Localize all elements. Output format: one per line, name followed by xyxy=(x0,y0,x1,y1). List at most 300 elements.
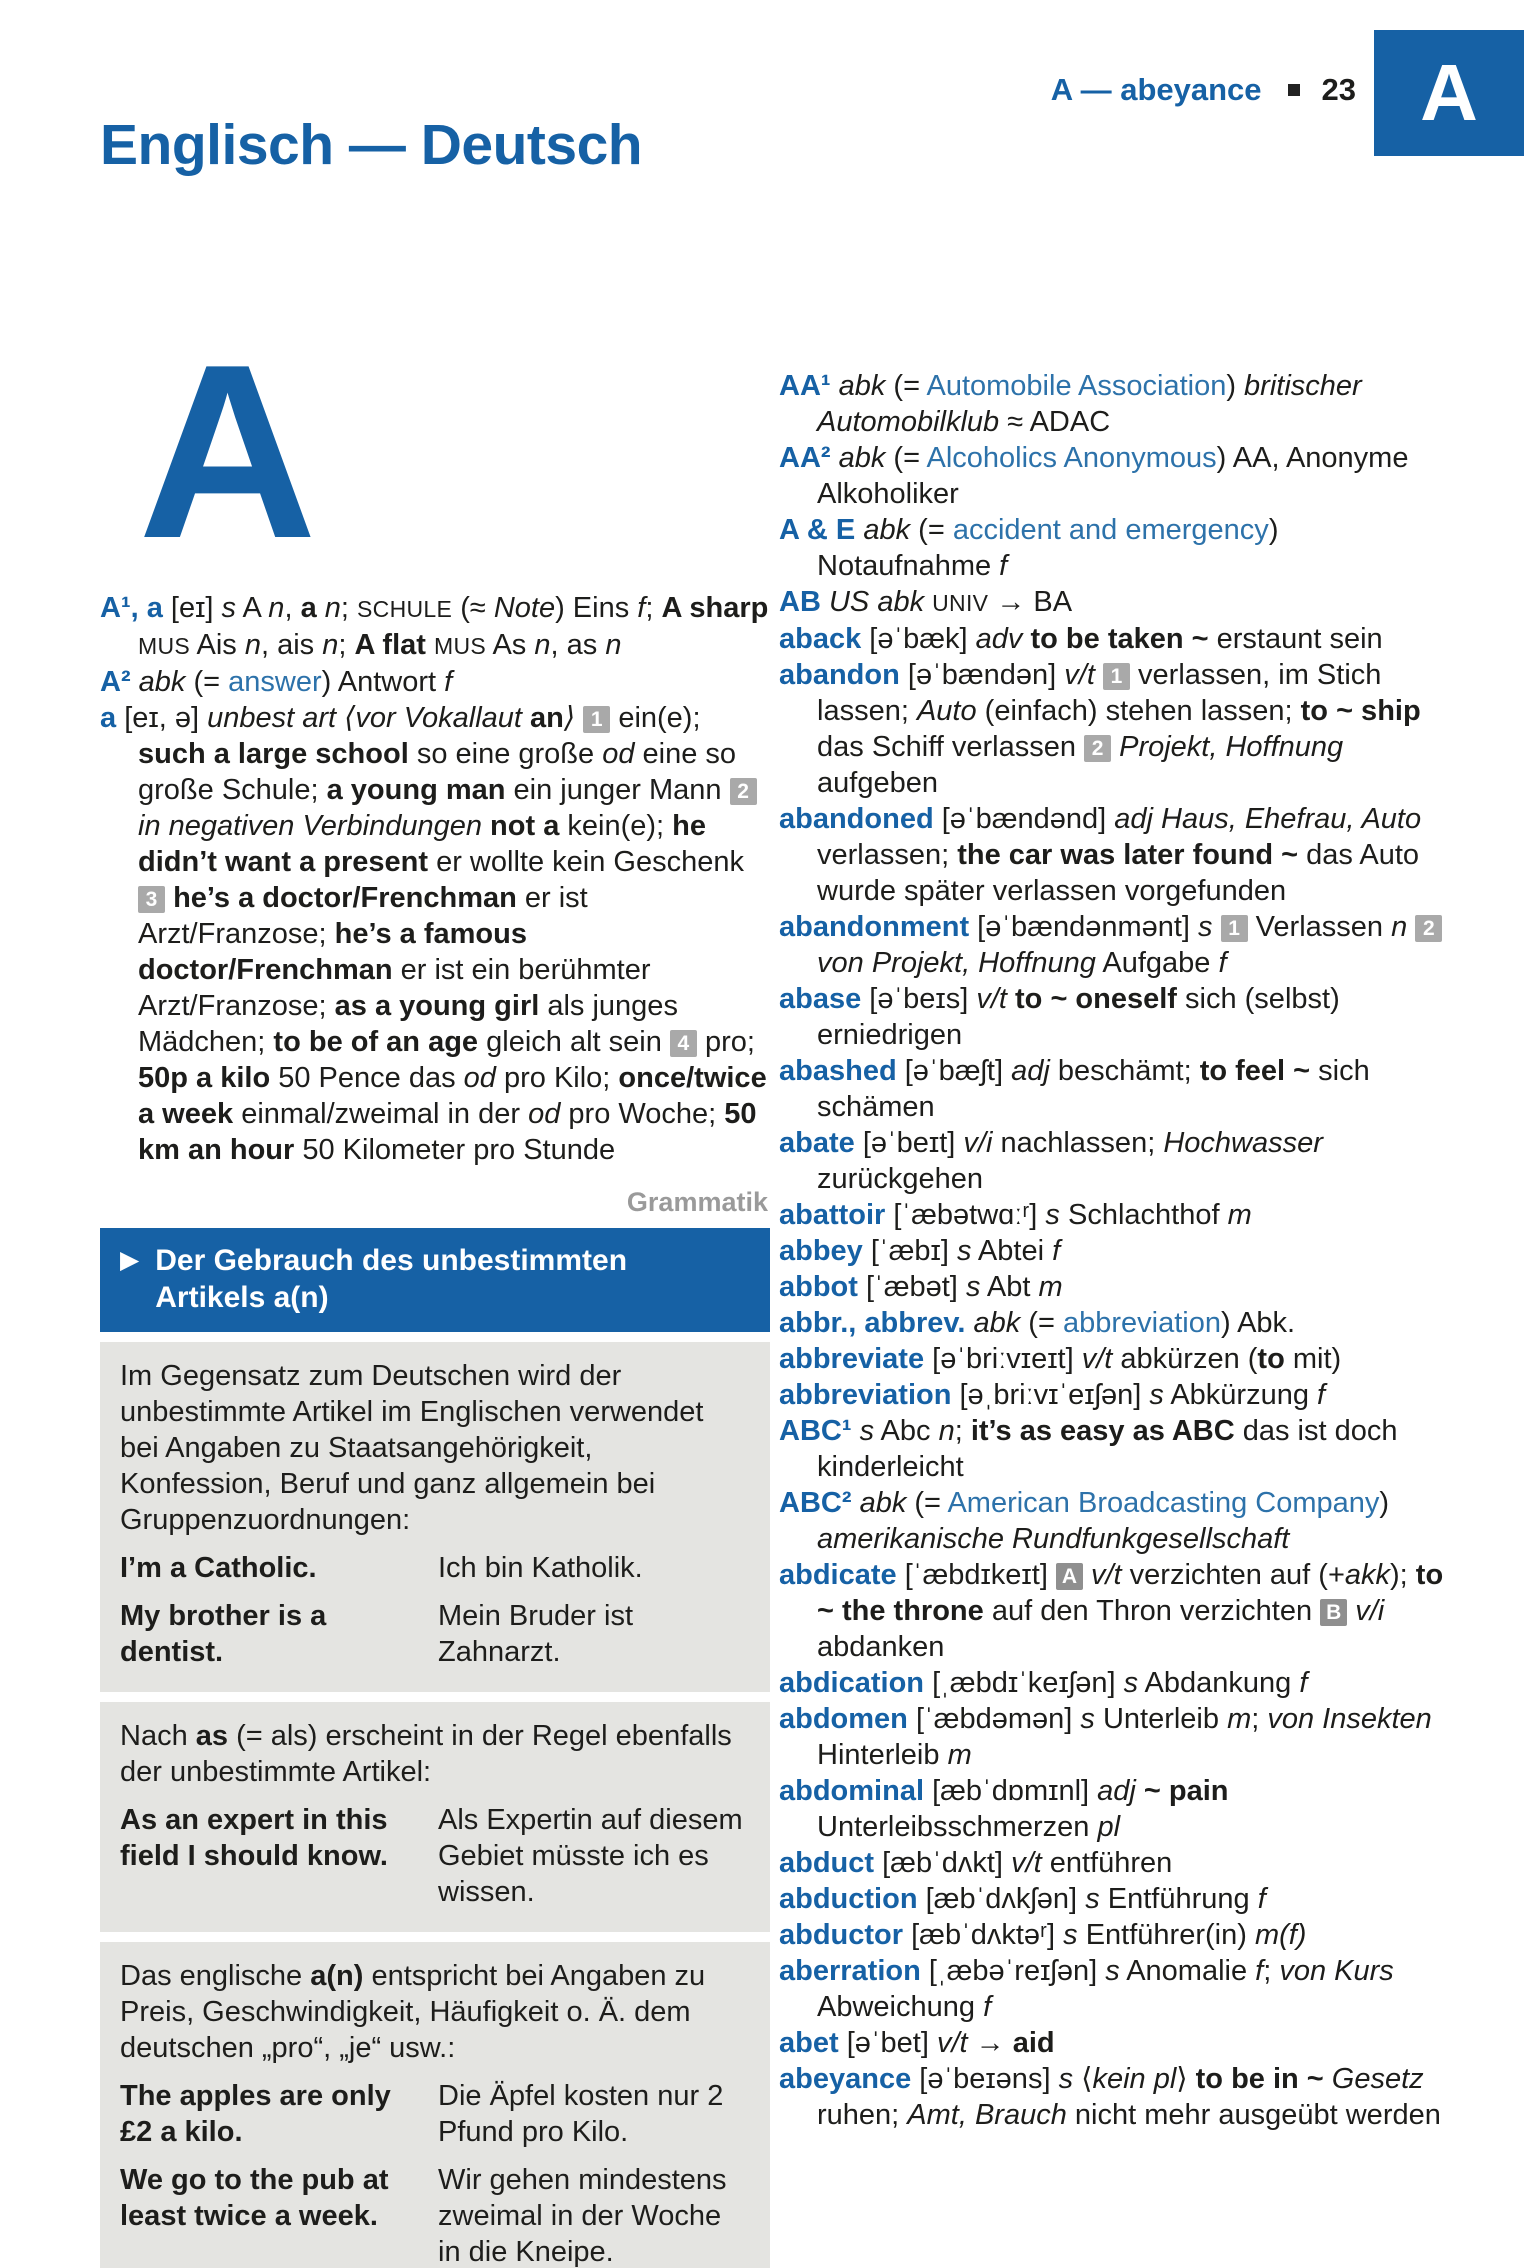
bold-phrase: ~ pain xyxy=(1143,1775,1229,1807)
text: A xyxy=(236,592,269,624)
text: abkürzen ( xyxy=(1112,1343,1258,1375)
text: [æbˈdɒmɪnl] xyxy=(924,1775,1098,1807)
text: Abkürzung xyxy=(1163,1379,1318,1411)
example-row xyxy=(120,2162,750,2268)
italic-text: v/t xyxy=(976,983,1007,1015)
italic-text: n xyxy=(938,1415,955,1447)
text: er ist ein berühmter Arzt/Franzose; xyxy=(138,954,651,1022)
italic-text: v/t xyxy=(1081,1343,1113,1375)
dictionary-entry xyxy=(779,909,1453,981)
dictionary-entry xyxy=(779,801,1453,909)
text: [ˈæbɪ] xyxy=(862,1235,957,1267)
headword: abeyance xyxy=(779,2063,912,2095)
text: auf den Thron verzichten xyxy=(983,1595,1321,1627)
text xyxy=(1153,803,1161,835)
dictionary-entry xyxy=(779,657,1453,801)
cross-reference: answer xyxy=(228,666,322,698)
text: abdanken xyxy=(817,1631,945,1663)
headword: A¹, a xyxy=(100,592,163,624)
text: nachlassen; xyxy=(992,1127,1164,1159)
italic-text: v/t xyxy=(1091,1559,1122,1591)
sense-number: 1 xyxy=(583,706,610,733)
dictionary-entry xyxy=(779,1377,1453,1413)
text: ; xyxy=(338,629,355,661)
left-entries xyxy=(100,590,770,1168)
italic-text: m xyxy=(1038,1271,1063,1303)
headword: abbey xyxy=(779,1235,863,1267)
text: [əˈbændənmənt] xyxy=(969,911,1199,943)
headword: abdicate xyxy=(779,1559,897,1591)
text: pro Woche; xyxy=(560,1098,725,1130)
text: so eine große xyxy=(408,738,603,770)
text: ) Notaufnahme xyxy=(817,514,1279,582)
italic-text: akk xyxy=(1344,1559,1391,1591)
text: (= xyxy=(1020,1307,1063,1339)
smallcaps-label: UNIV xyxy=(932,590,989,616)
text: verlassen, im Stich lassen; xyxy=(817,659,1382,727)
text: einmal/zweimal in der xyxy=(233,1098,529,1130)
text: [eɪ, ə] xyxy=(116,702,208,734)
text: [əˈbæʃt] xyxy=(896,1055,1012,1087)
text: [əˈbeɪt] xyxy=(854,1127,964,1159)
headword: abbot xyxy=(779,1271,858,1303)
italic-text: f xyxy=(637,592,646,624)
headword: abandoned xyxy=(779,803,934,835)
text xyxy=(1324,2063,1332,2095)
bold-phrase: to be taken ~ xyxy=(1030,623,1209,655)
italic-text: f xyxy=(999,550,1008,582)
grammar-section xyxy=(100,1702,770,1932)
headword: abdominal xyxy=(779,1775,925,1807)
dictionary-entry xyxy=(779,1125,1453,1197)
triangle-icon: ▶ xyxy=(120,1246,140,1274)
headword: AA² xyxy=(779,442,831,474)
italic-text: britischer Automobilklub xyxy=(817,370,1362,438)
text xyxy=(482,810,490,842)
italic-text: v/t xyxy=(1011,1847,1042,1879)
text: Abweichung xyxy=(817,1991,984,2023)
italic-text: m xyxy=(947,1739,972,1771)
italic-text: f xyxy=(1317,1379,1326,1411)
sense-number: 1 xyxy=(1221,915,1248,942)
text: [əˌbriːvɪˈeɪʃən] xyxy=(951,1379,1150,1411)
italic-text: m xyxy=(1227,1703,1252,1735)
italic-text: n xyxy=(244,629,261,661)
italic-text: abk xyxy=(973,1307,1021,1339)
text xyxy=(1083,1559,1091,1591)
text: [ˌæbəˈreɪʃən] xyxy=(920,1955,1106,1987)
text: sich schämen xyxy=(817,1055,1370,1123)
grammar-section xyxy=(100,1342,770,1692)
italic-text: s xyxy=(1045,1199,1060,1231)
headword: abandonment xyxy=(779,911,970,943)
page-title: Englisch — Deutsch xyxy=(100,113,643,177)
dictionary-entry xyxy=(779,1305,1453,1341)
headword: abase xyxy=(779,983,862,1015)
example-row xyxy=(120,1550,750,1586)
text: verlassen; xyxy=(817,839,958,871)
bold-phrase: a(n) xyxy=(310,1960,364,1992)
text: Abdankung xyxy=(1138,1667,1300,1699)
dictionary-entry xyxy=(779,1269,1453,1305)
dictionary-entry xyxy=(779,1773,1453,1845)
text: (= xyxy=(910,514,953,546)
headword: abduction xyxy=(779,1883,918,1915)
bold-phrase: to ~ oneself xyxy=(1015,983,1177,1015)
text: ; xyxy=(645,592,662,624)
example-english: The apples are only £2 a kilo. xyxy=(120,2080,391,2148)
bold-phrase: as xyxy=(195,1720,229,1752)
italic-text: adj xyxy=(1097,1775,1136,1807)
text: Abtei xyxy=(971,1235,1053,1267)
text: [ˈæbət] xyxy=(857,1271,966,1303)
italic-text: von Projekt, Hoffnung xyxy=(817,947,1096,979)
smallcaps-label: SCHULE xyxy=(357,596,453,622)
section-letter-glyph: A xyxy=(138,312,318,590)
text: ; xyxy=(1263,1955,1280,1987)
headword: AA¹ xyxy=(779,370,831,402)
text: mit) xyxy=(1284,1343,1342,1375)
bold-phrase: 50 km an hour xyxy=(138,1098,757,1166)
example-german: Ich bin Katholik. xyxy=(438,1552,643,1584)
bold-phrase: to ~ ship xyxy=(1300,695,1421,727)
bold-phrase: he didn’t want a present xyxy=(138,810,706,878)
bold-phrase: to xyxy=(1257,1343,1285,1375)
bold-phrase: once/twice a week xyxy=(138,1062,767,1130)
text: Das englische xyxy=(120,1960,311,1992)
sense-number: 4 xyxy=(670,1030,697,1057)
text: (= als) erscheint in der Regel ebenfalls der unbestimmte Artikel: xyxy=(120,1720,732,1788)
text xyxy=(131,666,139,698)
bold-phrase: as a young girl xyxy=(334,990,540,1022)
example-english: As an expert in this field I should know. xyxy=(120,1804,388,1872)
text: → BA xyxy=(988,586,1073,618)
text xyxy=(1136,1775,1144,1807)
headword: abattoir xyxy=(779,1199,886,1231)
cross-reference: American Broadcasting Company xyxy=(947,1487,1380,1519)
text: Entführer(in) xyxy=(1077,1919,1255,1951)
grammar-box-header xyxy=(100,1228,770,1332)
cross-reference: Alcoholics Anonymous xyxy=(926,442,1217,474)
headword: abbreviation xyxy=(779,1379,952,1411)
text: ; xyxy=(954,1415,971,1447)
text: er wollte kein Geschenk xyxy=(428,846,744,878)
text: [əˈbeɪəns] xyxy=(911,2063,1059,2095)
bold-phrase: aid xyxy=(1012,2027,1055,2059)
text: Unterleib xyxy=(1094,1703,1228,1735)
bold-phrase: he’s a doctor/Frenchman xyxy=(173,882,517,914)
text: beschämt; xyxy=(1049,1055,1200,1087)
headword: abductor xyxy=(779,1919,904,1951)
bold-phrase: a xyxy=(300,592,317,624)
text: Verlassen xyxy=(1247,911,1392,943)
text: sich (selbst) erniedrigen xyxy=(817,983,1340,1051)
example-german: Mein Bruder ist Zahnarzt. xyxy=(438,1600,634,1668)
example-german: Als Expertin auf diesem Gebiet müsste ich es wissen. xyxy=(438,1804,743,1908)
dictionary-entry xyxy=(779,1953,1453,2025)
text xyxy=(1007,983,1015,1015)
italic-text: n xyxy=(534,629,551,661)
text: entspricht bei Angaben zu Preis, Geschwindigkeit, Häufigkeit o. Ä. dem deutschen „pro“, „je“ usw.: xyxy=(120,1960,706,2064)
text: das ist doch kinderleicht xyxy=(817,1415,1398,1483)
text: Abt xyxy=(980,1271,1039,1303)
text xyxy=(1407,911,1415,943)
headword: aback xyxy=(779,623,862,655)
text xyxy=(1213,911,1221,943)
dictionary-entry xyxy=(779,2025,1453,2061)
italic-text: abk xyxy=(838,442,886,474)
dictionary-entry xyxy=(779,1557,1453,1665)
sense-number: 1 xyxy=(1103,663,1130,690)
sense-letter: B xyxy=(1320,1599,1347,1626)
text: ) xyxy=(1379,1487,1390,1519)
text: [ˈæbətwɑːʳ] xyxy=(885,1199,1046,1231)
headword: abdication xyxy=(779,1667,925,1699)
text: aufgeben xyxy=(817,767,938,799)
dictionary-entry xyxy=(779,1881,1453,1917)
text: [æbˈdʌktəʳ] xyxy=(903,1919,1064,1951)
smallcaps-label: MUS xyxy=(433,633,486,659)
headword: abduct xyxy=(779,1847,875,1879)
text: Anomalie xyxy=(1119,1955,1256,1987)
bold-phrase: an xyxy=(530,702,564,734)
italic-text: od xyxy=(463,1062,496,1094)
sense-number: 3 xyxy=(138,886,165,913)
text: (einfach) stehen lassen; xyxy=(976,695,1301,727)
text: ) Antwort xyxy=(321,666,445,698)
text: Entführung xyxy=(1099,1883,1258,1915)
text xyxy=(426,629,434,661)
italic-text: od xyxy=(602,738,635,770)
dictionary-entry xyxy=(779,1341,1453,1377)
text: Ais xyxy=(190,629,245,661)
text: zurückgehen xyxy=(817,1163,984,1195)
left-column xyxy=(100,312,770,2268)
text: ) AA, Anonyme Alkoholiker xyxy=(817,442,1409,510)
italic-text: abk xyxy=(838,370,886,402)
headword: abet xyxy=(779,2027,839,2059)
headword: abandon xyxy=(779,659,900,691)
bold-phrase: he’s a famous doctor/Frenchman xyxy=(138,918,527,986)
italic-text: von Insekten xyxy=(1267,1703,1432,1735)
text: entführen xyxy=(1041,1847,1173,1879)
italic-text: pl xyxy=(1097,1811,1121,1843)
text: [æbˈdʌkt] xyxy=(874,1847,1012,1879)
bold-phrase: not a xyxy=(490,810,560,842)
right-column xyxy=(779,368,1453,2133)
text xyxy=(317,592,325,624)
text: [eɪ] xyxy=(162,592,222,624)
bold-phrase: to be in ~ xyxy=(1195,2063,1324,2095)
text xyxy=(1347,1595,1355,1627)
italic-text: s xyxy=(859,1415,875,1447)
dictionary-entry xyxy=(779,1197,1453,1233)
example-row xyxy=(120,2078,750,2150)
text: das Auto wurde später verlassen vorgefunden xyxy=(817,839,1420,907)
italic-text: adv xyxy=(975,623,1023,655)
text: das Schiff verlassen xyxy=(817,731,1085,763)
section-letter xyxy=(100,312,770,590)
running-head xyxy=(0,72,1356,108)
text: , xyxy=(284,592,301,624)
headword: abdomen xyxy=(779,1703,908,1735)
dictionary-entry xyxy=(779,1917,1453,1953)
text: [əˈbet] xyxy=(838,2027,937,2059)
text: Abc xyxy=(874,1415,939,1447)
italic-text: f xyxy=(983,1991,992,2023)
text: ⟩ xyxy=(1176,2063,1196,2095)
italic-text: m(f) xyxy=(1254,1919,1307,1951)
text: Nach xyxy=(120,1720,196,1752)
text: [ˌæbdɪˈkeɪʃən] xyxy=(924,1667,1124,1699)
italic-text: f xyxy=(1257,1883,1266,1915)
bold-phrase: 50p a kilo xyxy=(138,1062,271,1094)
text: erstaunt sein xyxy=(1208,623,1383,655)
sense-number: 2 xyxy=(1084,735,1111,762)
italic-text: n xyxy=(324,592,341,624)
italic-text: adj xyxy=(1114,803,1153,835)
text xyxy=(1095,659,1103,691)
bold-phrase: it’s as easy as ABC xyxy=(970,1415,1235,1447)
italic-text: v/t xyxy=(1064,659,1095,691)
text: verzichten auf (+ xyxy=(1121,1559,1345,1591)
cross-reference: abbreviation xyxy=(1062,1307,1221,1339)
italic-text: s xyxy=(1058,2063,1074,2095)
text xyxy=(1111,731,1119,763)
italic-text: n xyxy=(322,629,339,661)
italic-text: Gesetz xyxy=(1331,2063,1424,2095)
example-english: My brother is a dentist. xyxy=(120,1600,327,1668)
italic-text: US xyxy=(828,586,870,618)
italic-text: od xyxy=(528,1098,561,1130)
text: Hinterleib xyxy=(817,1739,948,1771)
dictionary-entry xyxy=(779,621,1453,657)
text: [əˈbeɪs] xyxy=(861,983,977,1015)
section-tab xyxy=(1374,30,1524,156)
example-english: I’m a Catholic. xyxy=(120,1552,317,1584)
example-german: Die Äpfel kosten nur 2 Pfund pro Kilo. xyxy=(438,2080,724,2148)
dictionary-entry xyxy=(779,584,1453,621)
dictionary-entry xyxy=(779,981,1453,1053)
grammar-section-text xyxy=(120,1958,750,2066)
italic-text: v/i xyxy=(963,1127,993,1159)
example-row xyxy=(120,1802,750,1910)
italic-text: s xyxy=(1123,1667,1139,1699)
text: As xyxy=(486,629,535,661)
headword: ABC² xyxy=(779,1487,852,1519)
italic-text: s xyxy=(1149,1379,1164,1411)
text: 50 Pence das xyxy=(270,1062,464,1094)
bullet-square-icon xyxy=(1288,84,1300,96)
headword: ABC¹ xyxy=(779,1415,852,1447)
italic-text: s xyxy=(221,592,237,624)
italic-text: s xyxy=(965,1271,981,1303)
text: ; xyxy=(1251,1703,1268,1735)
text: gleich alt sein xyxy=(478,1026,670,1058)
text: (= xyxy=(885,370,927,402)
cross-reference: accident and emergency xyxy=(952,514,1269,546)
example-english: We go to the pub at least twice a week. xyxy=(120,2164,389,2232)
italic-text: f xyxy=(1052,1235,1061,1267)
text: [əˈbæk] xyxy=(861,623,976,655)
grammar-section-text xyxy=(120,1718,750,1790)
dictionary-entry xyxy=(779,1665,1453,1701)
text: (= xyxy=(185,666,229,698)
section-tab-letter: A xyxy=(1420,48,1478,137)
headword: abbr., abbrev. xyxy=(779,1307,966,1339)
italic-text: s xyxy=(1198,911,1213,943)
text: [əˈbændənd] xyxy=(933,803,1115,835)
example-row xyxy=(120,1598,750,1670)
italic-text: v/t xyxy=(936,2027,968,2059)
italic-text: amerikanische Rundfunkgesellschaft xyxy=(817,1523,1290,1555)
italic-text: von Kurs xyxy=(1279,1955,1394,1987)
grammar-sections xyxy=(100,1342,770,2268)
bold-phrase: to ~ the throne xyxy=(817,1559,1444,1627)
headword: A² xyxy=(100,666,131,698)
headword: abate xyxy=(779,1127,855,1159)
bold-phrase: the car was later found ~ xyxy=(957,839,1299,871)
dictionary-entry xyxy=(100,664,770,700)
text xyxy=(831,442,839,474)
text: ≈ ADAC xyxy=(999,406,1111,438)
text: eine so große Schule; xyxy=(138,738,737,806)
text: Aufgabe xyxy=(1095,947,1219,979)
headword: AB xyxy=(779,586,821,618)
dictionary-entry xyxy=(779,2061,1453,2133)
italic-text: abk xyxy=(859,1487,907,1519)
bold-phrase: such a large school xyxy=(138,738,409,770)
text xyxy=(831,370,839,402)
text xyxy=(821,586,829,618)
italic-text: n xyxy=(1391,911,1408,943)
dictionary-entry xyxy=(779,1701,1453,1773)
headword: abashed xyxy=(779,1055,897,1087)
text: (≈ xyxy=(452,592,494,624)
bold-phrase: A sharp xyxy=(661,592,769,624)
sense-number: 2 xyxy=(1415,915,1442,942)
italic-text: kein pl xyxy=(1092,2063,1177,2095)
cross-reference: Automobile Association xyxy=(926,370,1227,402)
text: Unterleibsschmerzen xyxy=(817,1811,1098,1843)
italic-text: in negativen Verbindungen xyxy=(138,810,482,842)
bold-phrase: A flat xyxy=(354,629,426,661)
italic-text: s xyxy=(956,1235,972,1267)
text xyxy=(924,586,932,618)
example-german: Wir gehen mindestens zweimal in der Woche in die Kneipe. xyxy=(438,2164,727,2268)
text: [ˈæbdəmən] xyxy=(907,1703,1081,1735)
text: (= xyxy=(906,1487,948,1519)
text xyxy=(852,1487,860,1519)
dictionary-entry xyxy=(779,1053,1453,1125)
grammar-label: Grammatik xyxy=(626,1187,768,1217)
headword: abbreviate xyxy=(779,1343,925,1375)
text: pro; xyxy=(696,1026,755,1058)
text: Im Gegensatz zum Deutschen wird der unbestimmte Artikel im Englischen verwendet bei Angaben zu Staatsangehörigkeit, Konfession, Beruf und ganz allgemein bei Gruppenzuordnungen: xyxy=(120,1360,704,1536)
italic-text: unbest art ⟨vor Vokallaut xyxy=(207,702,531,734)
italic-text: f xyxy=(1218,947,1227,979)
grammar-box-heading: Der Gebrauch des unbestimmten Artikels a(n) xyxy=(155,1244,628,1314)
italic-text: s xyxy=(1105,1955,1120,1987)
italic-text: Haus, Ehefrau, Auto xyxy=(1161,803,1422,835)
italic-text: f xyxy=(1255,1955,1264,1987)
dictionary-entry xyxy=(779,440,1453,512)
headword: aberration xyxy=(779,1955,921,1987)
text: kein(e); xyxy=(559,810,673,842)
italic-text: s xyxy=(1063,1919,1078,1951)
dictionary-entry xyxy=(779,1413,1453,1485)
text: ; xyxy=(340,592,358,624)
